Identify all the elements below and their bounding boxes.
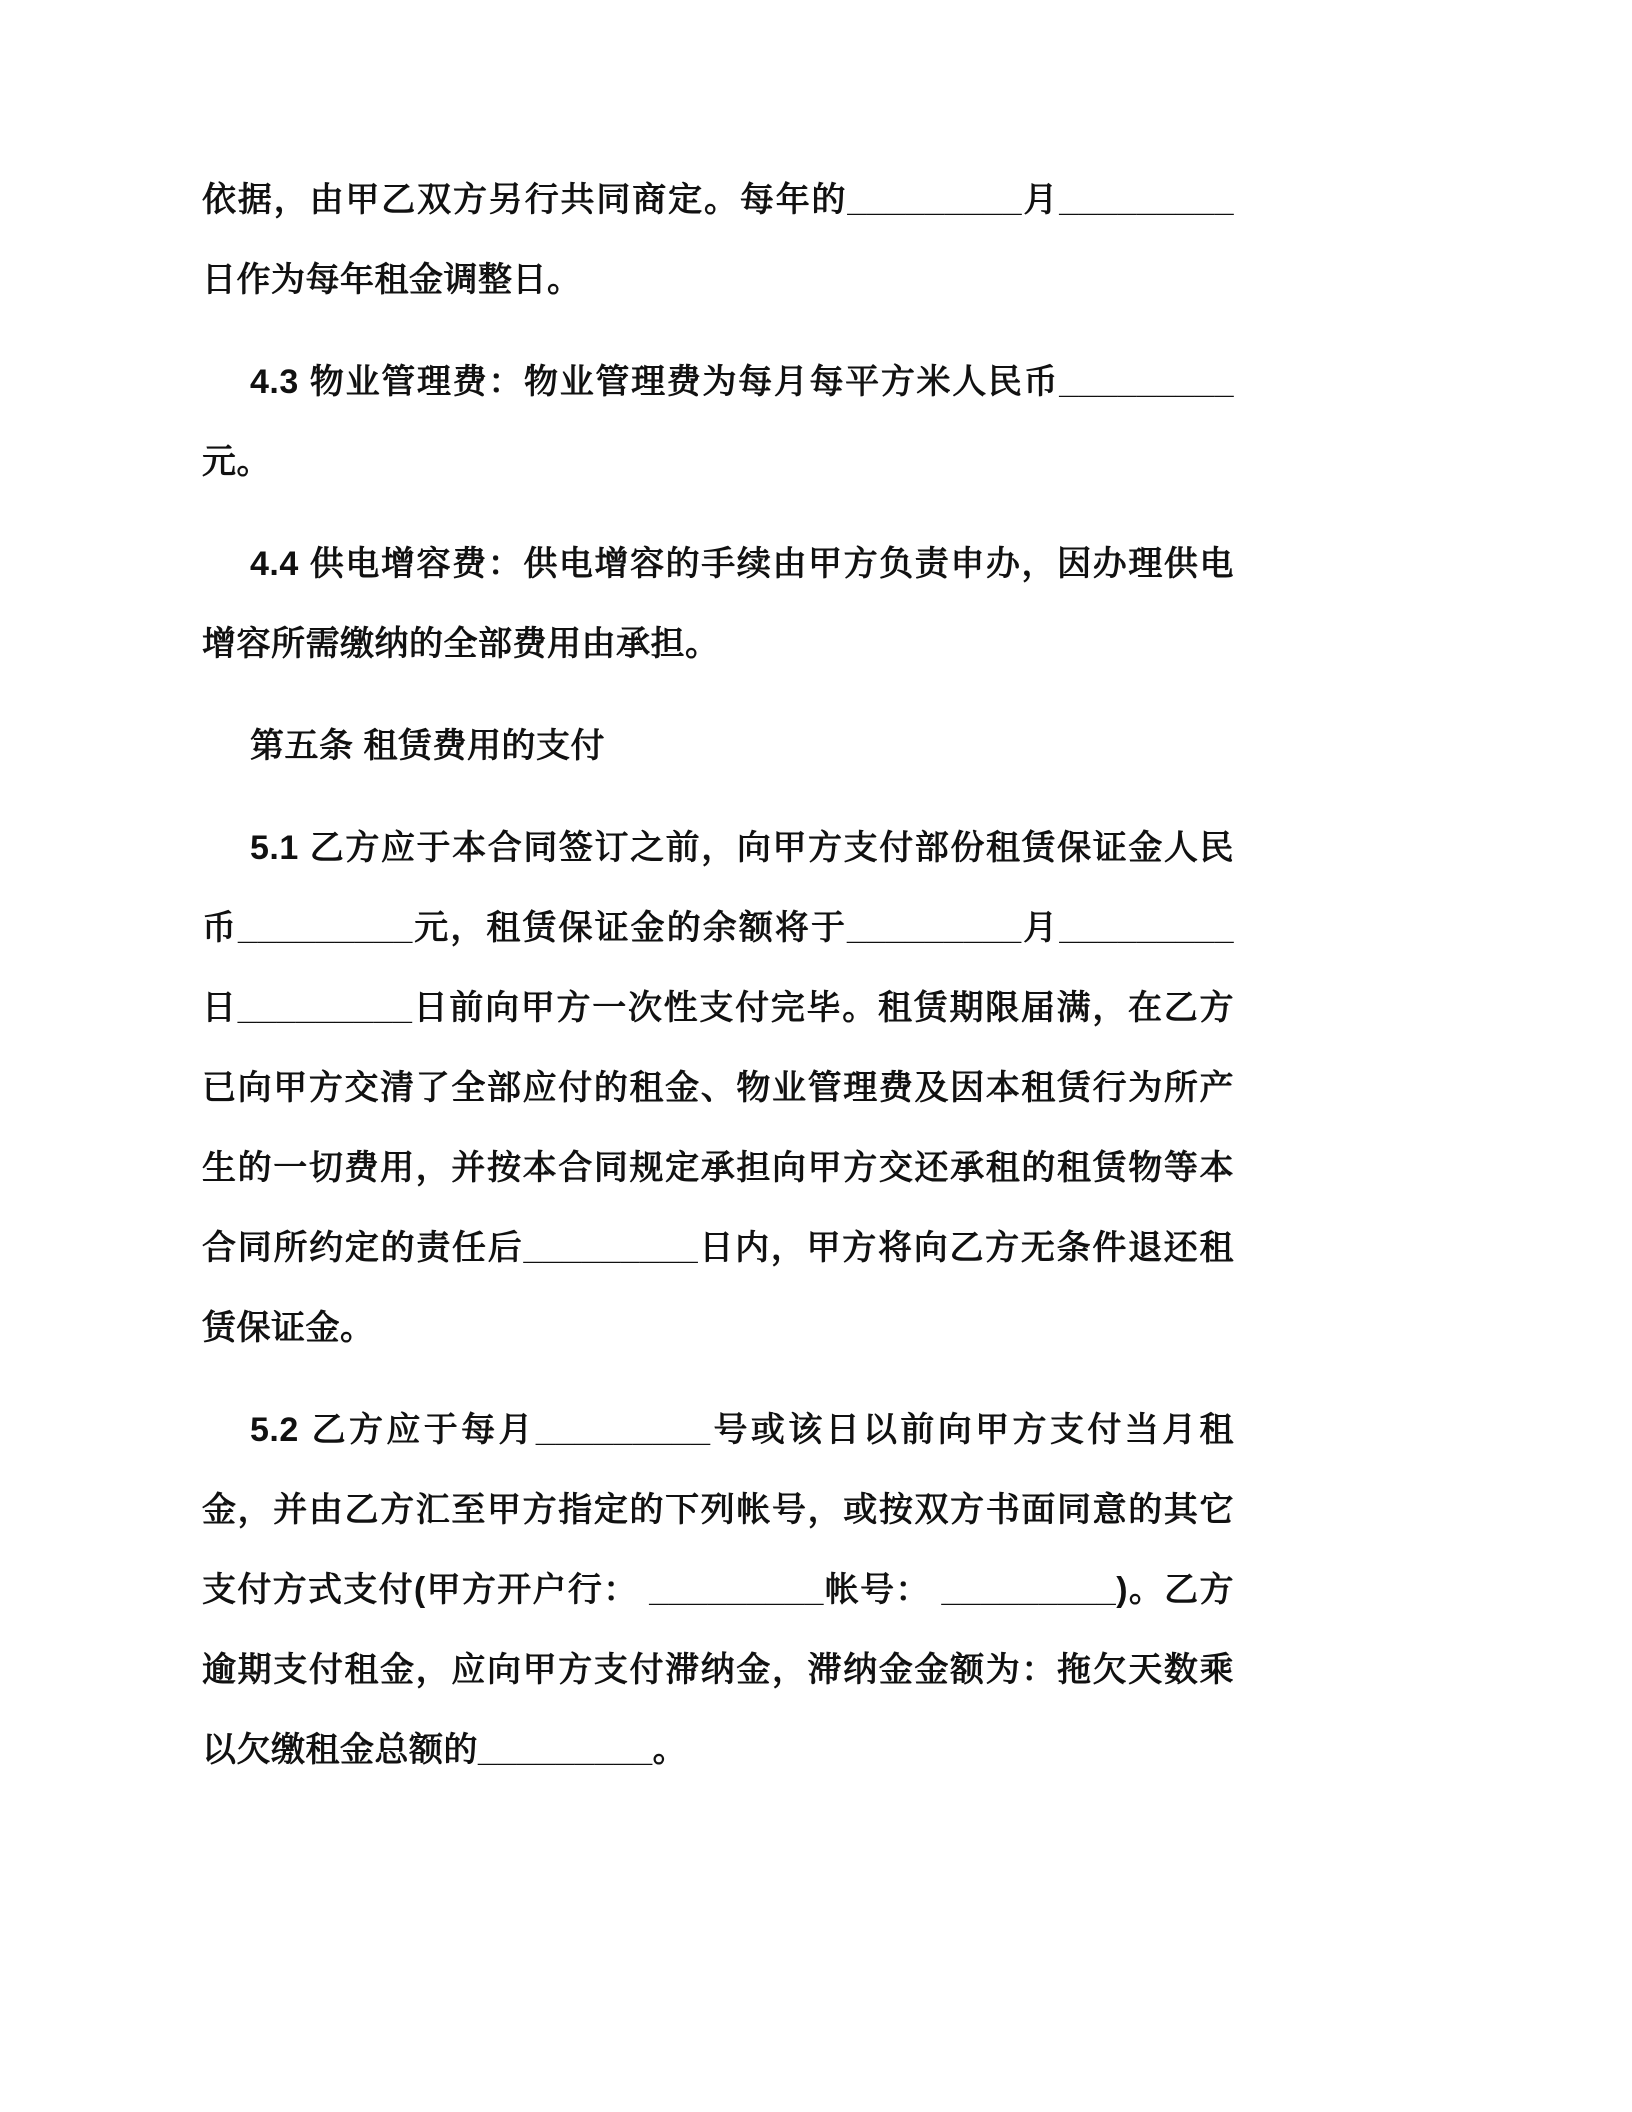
paragraph-clause-4-4: 4.4 供电增容费：供电增容的手续由甲方负责申办，因办理供电增容所需缴纳的全部费用由承担。 [202, 545, 1234, 663]
paragraph-clause-5-1: 5.1 乙方应于本合同签订之前，向甲方支付部份租赁保证金人民币_________元，租赁保证金的余额将于_________月_________日_________日前向甲方一次性支付完毕。租赁期限届满，在乙方已向甲方交清了全部应付的租金、物业管理费及因本租赁行为所产生的一切费用，并按本合同规定承担向甲方交还承租的租赁物等本合同所约定的责任后_________日内，甲方将向乙方无条件退还租赁保证金。 [202, 829, 1234, 1347]
paragraph-clause-4-3: 4.3 物业管理费：物业管理费为每月每平方米人民币_________元。 [202, 363, 1234, 481]
paragraph-clause-5-2: 5.2 乙方应于每月_________号或该日以前向甲方支付当月租金，并由乙方汇至甲方指定的下列帐号，或按双方书面同意的其它支付方式支付(甲方开户行： _________帐号： _________)。乙方逾期支付租金，应向甲方支付滞纳金，滞纳金金额为：拖欠天数乘以欠缴租金总额的_________。 [202, 1411, 1234, 1769]
article-5-heading: 第五条 租赁费用的支付 [250, 727, 605, 765]
paragraph-clause-4-2-continuation: 依据，由甲乙双方另行共同商定。每年的_________月_________日作为每年租金调整日。 [202, 181, 1234, 299]
